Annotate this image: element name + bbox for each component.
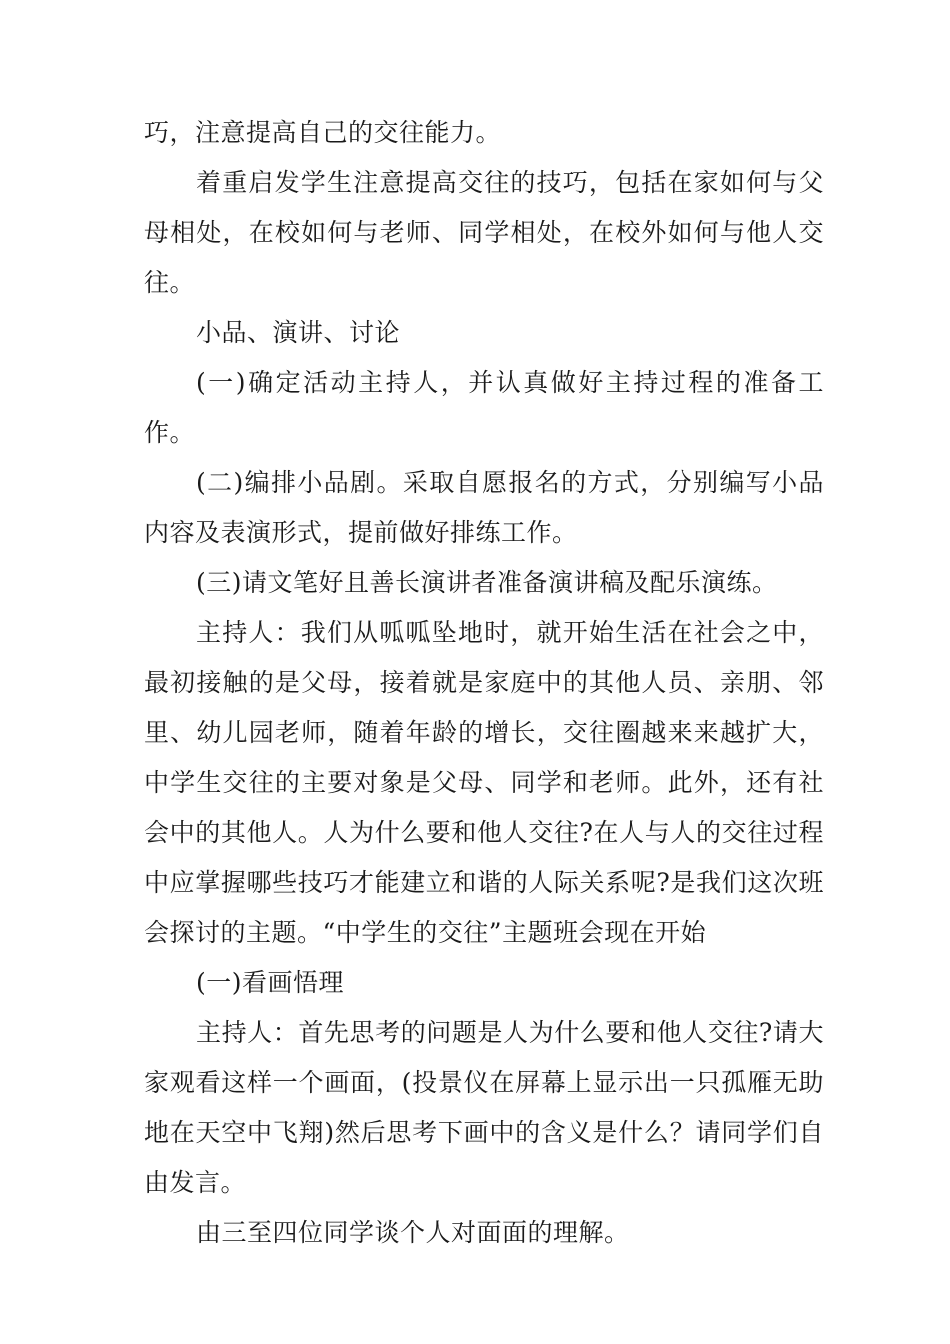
paragraph-9: 主持人：首先思考的问题是人为什么要和他人交往?请大家观看这样一个画面，(投景仪在屏幕上显示出一只孤雁无助地在天空中飞翔)然后思考下画中的含义是什么？请同学们自由发言。	[144, 1018, 824, 1197]
paragraph-3: 小品、演讲、讨论	[196, 318, 401, 347]
paragraph-8: (一)看画悟理	[196, 968, 345, 997]
paragraph-5: (二)编排小品剧。采取自愿报名的方式，分别编写小品内容及表演形式，提前做好排练工作。	[144, 468, 824, 547]
paragraph-6: (三)请文笔好且善长演讲者准备演讲稿及配乐演练。	[196, 568, 778, 597]
paragraph-2: 着重启发学生注意提高交往的技巧，包括在家如何与父母相处，在校如何与老师、同学相处，在校外如何与他人交往。	[144, 168, 824, 297]
paragraph-10: 由三至四位同学谈个人对面面的理解。	[196, 1218, 630, 1247]
paragraph-1: 巧，注意提高自己的交往能力。	[144, 118, 502, 147]
document-body	[144, 108, 824, 1258]
paragraph-7: 主持人：我们从呱呱坠地时，就开始生活在社会之中，最初接触的是父母，接着就是家庭中的其他人员、亲朋、邻里、幼儿园老师，随着年龄的增长，交往圈越来来越扩大，中学生交往的主要对象是父母、同学和老师。此外，还有社会中的其他人。人为什么要和他人交往?在人与人的交往过程中应掌握哪些技巧才能建立和谐的人际关系呢?是我们这次班会探讨的主题。“中学生的交往”主题班会现在开始	[144, 618, 824, 947]
paragraph-4: (一)确定活动主持人，并认真做好主持过程的准备工作。	[144, 368, 824, 447]
